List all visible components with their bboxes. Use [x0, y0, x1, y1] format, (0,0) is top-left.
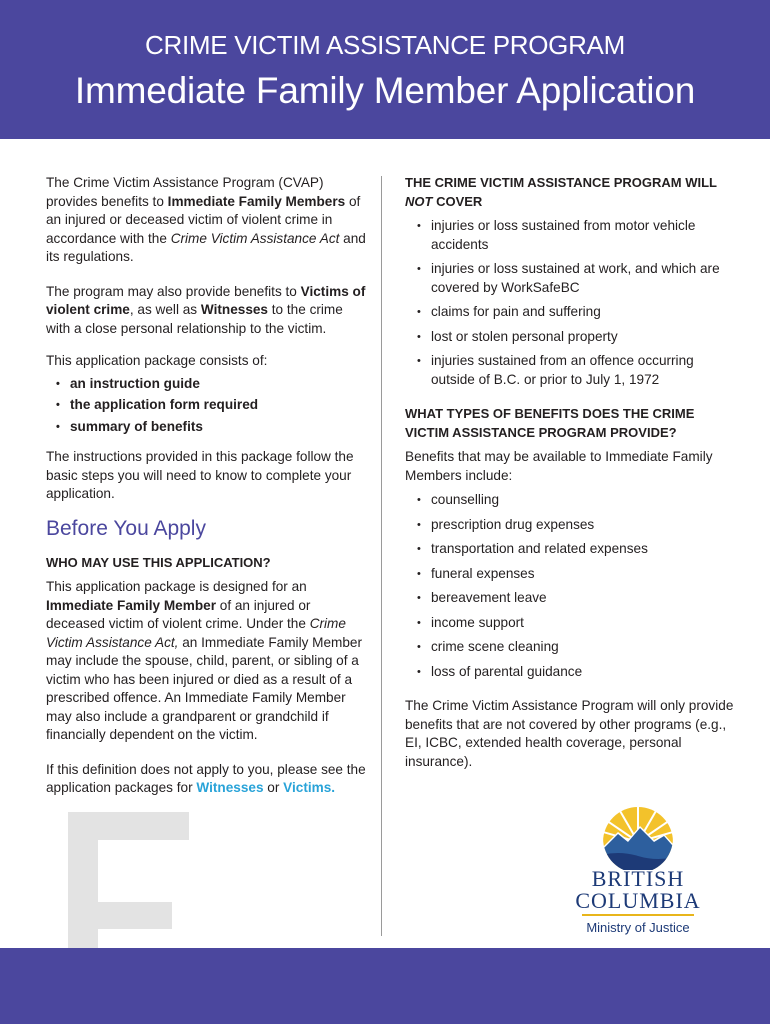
right-column — [405, 174, 735, 771]
list-item: • prescription drug expenses — [405, 516, 735, 535]
list-item: • crime scene cleaning — [405, 638, 735, 657]
page-footer — [0, 948, 770, 1024]
benefits-list — [405, 491, 735, 681]
left-column — [46, 174, 366, 798]
list-item: • injuries or loss sustained at work, and which are covered by WorkSafeBC — [405, 260, 735, 297]
not-cover-heading: THE CRIME VICTIM ASSISTANCE PROGRAM WILL NOT COVER — [405, 175, 717, 209]
column-divider — [381, 176, 382, 936]
intro-paragraph: The Crime Victim Assistance Program (CVAP) provides benefits to Immediate Family Members of an injured or deceased victim of violent crime in accordance with the Crime Victim Assistance Act and its regulations. — [46, 175, 366, 264]
logo-columbia: COLUMBIA — [575, 888, 701, 913]
benefits-heading: WHAT TYPES OF BENEFITS DOES THE CRIME VICTIM ASSISTANCE PROGRAM PROVIDE? — [405, 406, 695, 440]
logo-ministry: Ministry of Justice — [586, 920, 690, 935]
list-item: • injuries sustained from an offence occurring outside of B.C. or prior to July 1, 1972 — [405, 352, 735, 389]
list-item: • the application form required — [46, 396, 366, 415]
list-item: • income support — [405, 614, 735, 633]
benefits-intro: Benefits that may be available to Immediate Family Members include: — [405, 449, 713, 483]
section-title-before-you-apply: Before You Apply — [46, 516, 206, 540]
list-item: • an instruction guide — [46, 375, 366, 394]
list-item: • funeral expenses — [405, 565, 735, 584]
logo-british: BRITISH — [591, 866, 685, 891]
list-item: • bereavement leave — [405, 589, 735, 608]
not-cover-list — [405, 217, 735, 389]
bc-logo — [568, 790, 708, 940]
list-item: • transportation and related expenses — [405, 540, 735, 559]
program-name: CRIME VICTIM ASSISTANCE PROGRAM — [145, 30, 625, 60]
package-intro: This application package consists of: — [46, 353, 268, 368]
list-item: • lost or stolen personal property — [405, 328, 735, 347]
instructions-paragraph: The instructions provided in this package follow the basic steps you will need to know to complete your application. — [46, 449, 354, 501]
who-may-use-paragraph: This application package is designed for an Immediate Family Member of an injured or deceased victim of violent crime. Under the Crime Victim Assistance Act, an Immediate Family Member may include the spouse, child, parent, or sibling of a victim who has been injured or died as a result of a prescribed offence. An Immediate Family Member may also include a grandparent or grandchild if financially dependent on the victim. — [46, 579, 363, 742]
list-item: • loss of parental guidance — [405, 663, 735, 682]
witnesses-link[interactable]: Witnesses — [196, 780, 264, 795]
list-item: • summary of benefits — [46, 418, 366, 437]
list-item: • injuries or loss sustained from motor vehicle accidents — [405, 217, 735, 254]
bc-sun-mountains-icon — [568, 790, 708, 870]
victims-witnesses-paragraph: The program may also provide benefits to Victims of violent crime, as well as Witnesses to the crime with a close personal relationship to the victim. — [46, 283, 366, 336]
closing-paragraph: The Crime Victim Assistance Program will only provide benefits that are not covered by other programs (e.g., EI, ICBC, extended health coverage, personal insurance). — [405, 698, 734, 769]
victims-link[interactable]: Victims. — [283, 780, 336, 795]
page-title: Immediate Family Member Application — [74, 70, 696, 111]
package-list — [46, 375, 366, 437]
definition-paragraph: If this definition does not apply to you, please see the application packages for Witnesses or Victims. — [46, 761, 366, 795]
page-header — [0, 0, 770, 139]
list-item: • counselling — [405, 491, 735, 510]
list-item: • claims for pain and suffering — [405, 303, 735, 322]
who-may-use-heading: WHO MAY USE THIS APPLICATION? — [46, 554, 271, 570]
logo-rule — [582, 914, 694, 916]
